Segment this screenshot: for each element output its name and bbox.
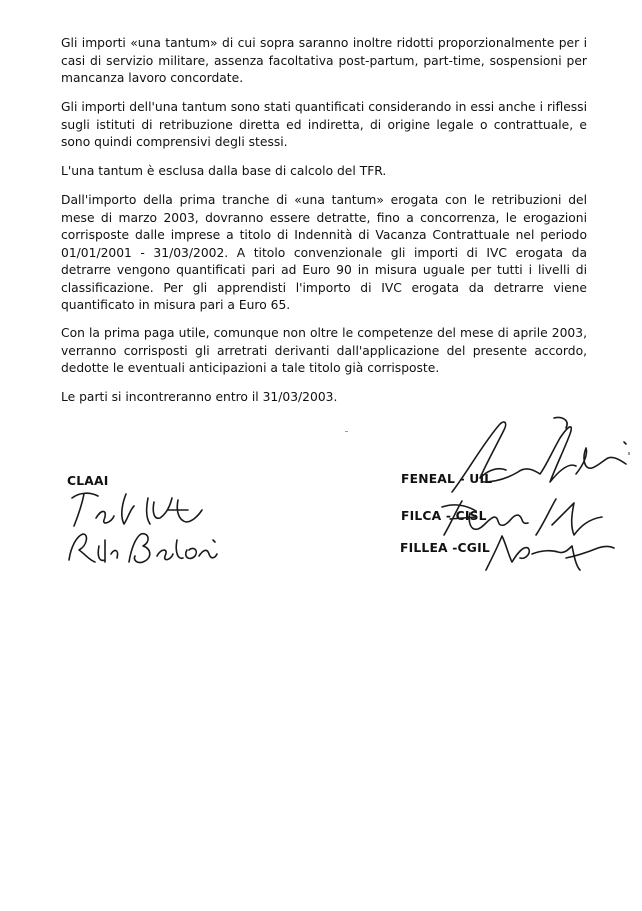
paragraph-quantification: Gli importi dell'una tantum sono stati quantificati considerando in essi anche i riflessi sugli istituti di retribuzione diretta ed indiretta, di origine legale o contrattuale, e sono quindi comprensivi degli stessi. xyxy=(61,100,587,149)
paragraph-arrears: Con la prima paga utile, comunque non oltre le competenze del mese di aprile 2003, verranno corrisposti gli arretrati derivanti dall'applicazione del presente accordo, dedotte le eventuali anticipazioni a tale titolo già corrisposte. xyxy=(61,326,587,375)
signatory-fillea-cgil: FILLEA -CGIL xyxy=(400,541,490,555)
paragraph-reductions: Gli importi «una tantum» di cui sopra saranno inoltre ridotti proporzionalmente per i casi di servizio militare, assenza facoltativa post-partum, part-time, sospensioni per mancanza lavoro concordate. xyxy=(61,36,587,85)
fillea-cgil-signature xyxy=(482,528,617,574)
scan-speck xyxy=(628,452,630,455)
claai-signature-1 xyxy=(68,488,218,530)
signatory-claai: CLAAI xyxy=(67,474,109,488)
signatory-feneal-uil: FENEAL - UIL xyxy=(401,472,493,486)
claai-signature-2 xyxy=(65,526,220,568)
signatory-filca-cisl: FILCA - CISL xyxy=(401,509,487,523)
paragraph-next-meeting: Le parti si incontreranno entro il 31/03/2003. xyxy=(61,390,338,404)
feneal-uil-signature xyxy=(446,412,632,496)
paragraph-ivc-deduction: Dall'importo della prima tranche di «una tantum» erogata con le retribuzioni del mese di marzo 2003, dovranno essere detratte, fino a concorrenza, le erogazioni corrisposte dalle imprese a titolo di Indennità di Vacanza Contrattuale nel periodo 01/01/2001 - 31/03/2002. A titolo convenzionale gli importi di IVC erogata da detrarre vengono quantificati pari ad Euro 90 in misura uguale per tutti i livelli di classificazione. Per gli apprendisti l'importo di IVC erogata da detrarre viene quantificato in misura pari a Euro 65. xyxy=(61,193,587,312)
paragraph-tfr-exclusion: L'una tantum è esclusa dalla base di calcolo del TFR. xyxy=(61,164,387,178)
scan-speck xyxy=(345,431,348,432)
